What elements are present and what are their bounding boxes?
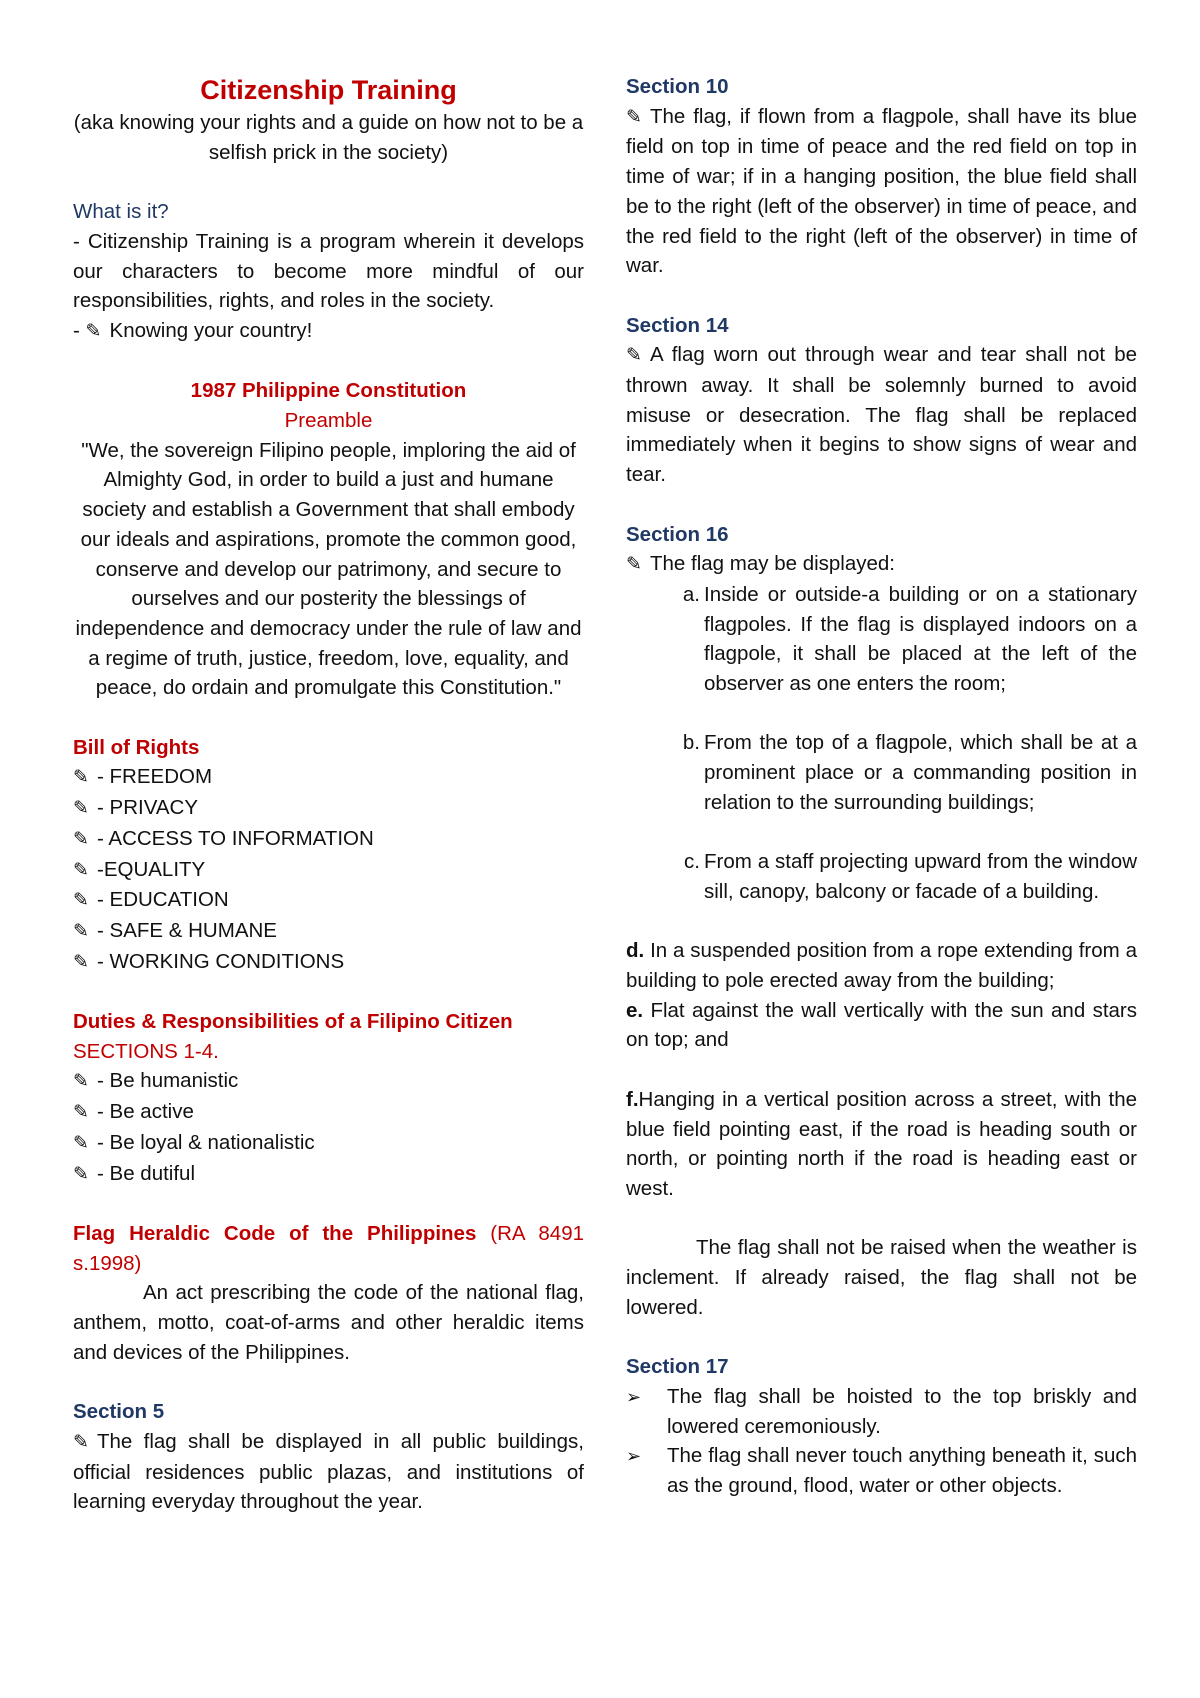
duty-item: ✎- Be humanistic [73, 1066, 584, 1097]
pen-icon [73, 916, 97, 947]
pen-icon [73, 1427, 97, 1458]
section-16-note: The flag shall not be raised when the weather is inclement. If already raised, the flag shall not be lowered. [626, 1236, 1137, 1319]
duty-item: ✎- Be active [73, 1097, 584, 1128]
pen-icon [73, 885, 97, 916]
pen-icon [73, 824, 97, 855]
section-17-item: ➢ The flag shall never touch anything beneath it, such as the ground, flood, water or other objects. [626, 1441, 1137, 1500]
flag-code-title: Flag Heraldic Code of the Philippines [73, 1221, 477, 1245]
section-17-heading: Section 17 [626, 1355, 729, 1379]
flag-code-description: An act prescribing the code of the national flag, anthem, motto, coat-of-arms and other heraldic items and devices of the Philippines. [73, 1281, 584, 1364]
duty-item: ✎- Be dutiful [73, 1159, 584, 1190]
duties-sections: SECTIONS 1-4. [73, 1039, 219, 1063]
pen-icon [73, 762, 97, 793]
pen-icon [73, 793, 97, 824]
subtitle: (aka knowing your rights and a guide on how not to be a selfish prick in the society) [73, 111, 584, 164]
what-is-it-definition: - Citizenship Training is a program wherein it develops our characters to become more mindful of our responsibilities, rights, and roles in the society. [73, 229, 584, 313]
right-item: ✎- ACCESS TO INFORMATION [73, 824, 584, 855]
section-16-item-a: a. Inside or outside-a building or on a stationary flagpoles. If the flag is displayed indoors on a flagpole, it shall be placed at the left of the observer as one enters the room; [682, 582, 1137, 696]
section-16-heading: Section 16 [626, 522, 729, 546]
flag-code-ra: (RA 8491 s.1998) [73, 1221, 585, 1275]
pen-icon [73, 947, 97, 978]
section-16-item-c: c. From a staff projecting upward from the window sill, canopy, balcony or facade of a building. [684, 850, 1137, 903]
right-item: ✎- PRIVACY [73, 793, 584, 824]
section-10-heading: Section 10 [626, 75, 729, 98]
what-is-it-heading: What is it? [73, 200, 169, 224]
section-16-item-d: d. In a suspended position from a rope extending from a building to pole erected away from the building; [626, 939, 1137, 993]
pen-icon [73, 855, 97, 886]
dash-prefix: - [73, 318, 86, 342]
pen-icon [626, 102, 650, 133]
right-column [626, 72, 1137, 1501]
knowing-country-text: Knowing your country! [109, 318, 313, 342]
arrow-bullet-icon [626, 1441, 667, 1500]
flag-code-heading [73, 1219, 584, 1278]
section-16-item-e: e. Flat against the wall vertically with the sun and stars on top; and [626, 998, 1137, 1052]
pen-icon [86, 316, 110, 347]
section-16-item-b: b. From the top of a flagpole, which shall be at a prominent place or a commanding position in relation to the surrounding buildings; [682, 731, 1137, 814]
section-5-heading: Section 5 [73, 1400, 165, 1424]
preamble-heading: Preamble [284, 409, 373, 432]
pen-icon [73, 1066, 97, 1097]
pen-icon [626, 549, 650, 580]
constitution-heading: 1987 Philippine Constitution [190, 379, 467, 403]
right-item: ✎- EDUCATION [73, 885, 584, 916]
pen-icon [626, 340, 650, 371]
duties-heading: Duties & Responsibilities of a Filipino Citizen [73, 1010, 513, 1034]
section-5-text: ✎The flag shall be displayed in all public buildings, official residences public plazas, and institutions of learning everyday throughout the year. [73, 1427, 584, 1517]
section-14-text: ✎A flag worn out through wear and tear shall not be thrown away. It shall be solemnly burned to avoid misuse or desecration. The flag shall be replaced immediately when it begins to show signs of wear and tear. [626, 340, 1137, 490]
what-is-it-knowing-country [73, 316, 584, 347]
section-16-item-f: f.Hanging in a vertical position across a street, with the blue field pointing east, if the road is heading south or north, or pointing north if the road is heading east or west. [626, 1087, 1137, 1200]
right-item: ✎- SAFE & HUMANE [73, 916, 584, 947]
right-item: ✎- WORKING CONDITIONS [73, 947, 584, 978]
arrow-bullet-icon [626, 1382, 667, 1441]
preamble-text: "We, the sovereign Filipino people, imploring the aid of Almighty God, in order to build a just and humane society and establish a Government that shall embody our ideals and aspirations, promote the common good, conserve and develop our patrimony, and secure to ourselves and our posterity the blessings of independence and democracy under the rule of law and a regime of truth, justice, freedom, love, equality, and peace, do ordain and promulgate this Constitution." [75, 438, 582, 700]
section-17-item: ➢ The flag shall be hoisted to the top briskly and lowered ceremoniously. [626, 1382, 1137, 1441]
section-16-intro: ✎The flag may be displayed: [626, 549, 1137, 580]
pen-icon [73, 1097, 97, 1128]
section-10-text: ✎The flag, if flown from a flagpole, shall have its blue field on top in time of peace and the red field on top in time of war; if in a hanging position, the blue field shall be to the right (left of the observer) in time of peace, and the red field to the right (left of the observer) in time of war. [626, 102, 1137, 281]
right-item: ✎- FREEDOM [73, 762, 584, 793]
pen-icon [73, 1159, 97, 1190]
pen-icon [73, 1128, 97, 1159]
bill-of-rights-heading: Bill of Rights [73, 735, 200, 759]
right-item: ✎-EQUALITY [73, 855, 584, 886]
page-title: Citizenship Training [200, 75, 457, 105]
section-14-heading: Section 14 [626, 313, 729, 337]
duty-item: ✎- Be loyal & nationalistic [73, 1128, 584, 1159]
left-column [73, 72, 584, 1517]
